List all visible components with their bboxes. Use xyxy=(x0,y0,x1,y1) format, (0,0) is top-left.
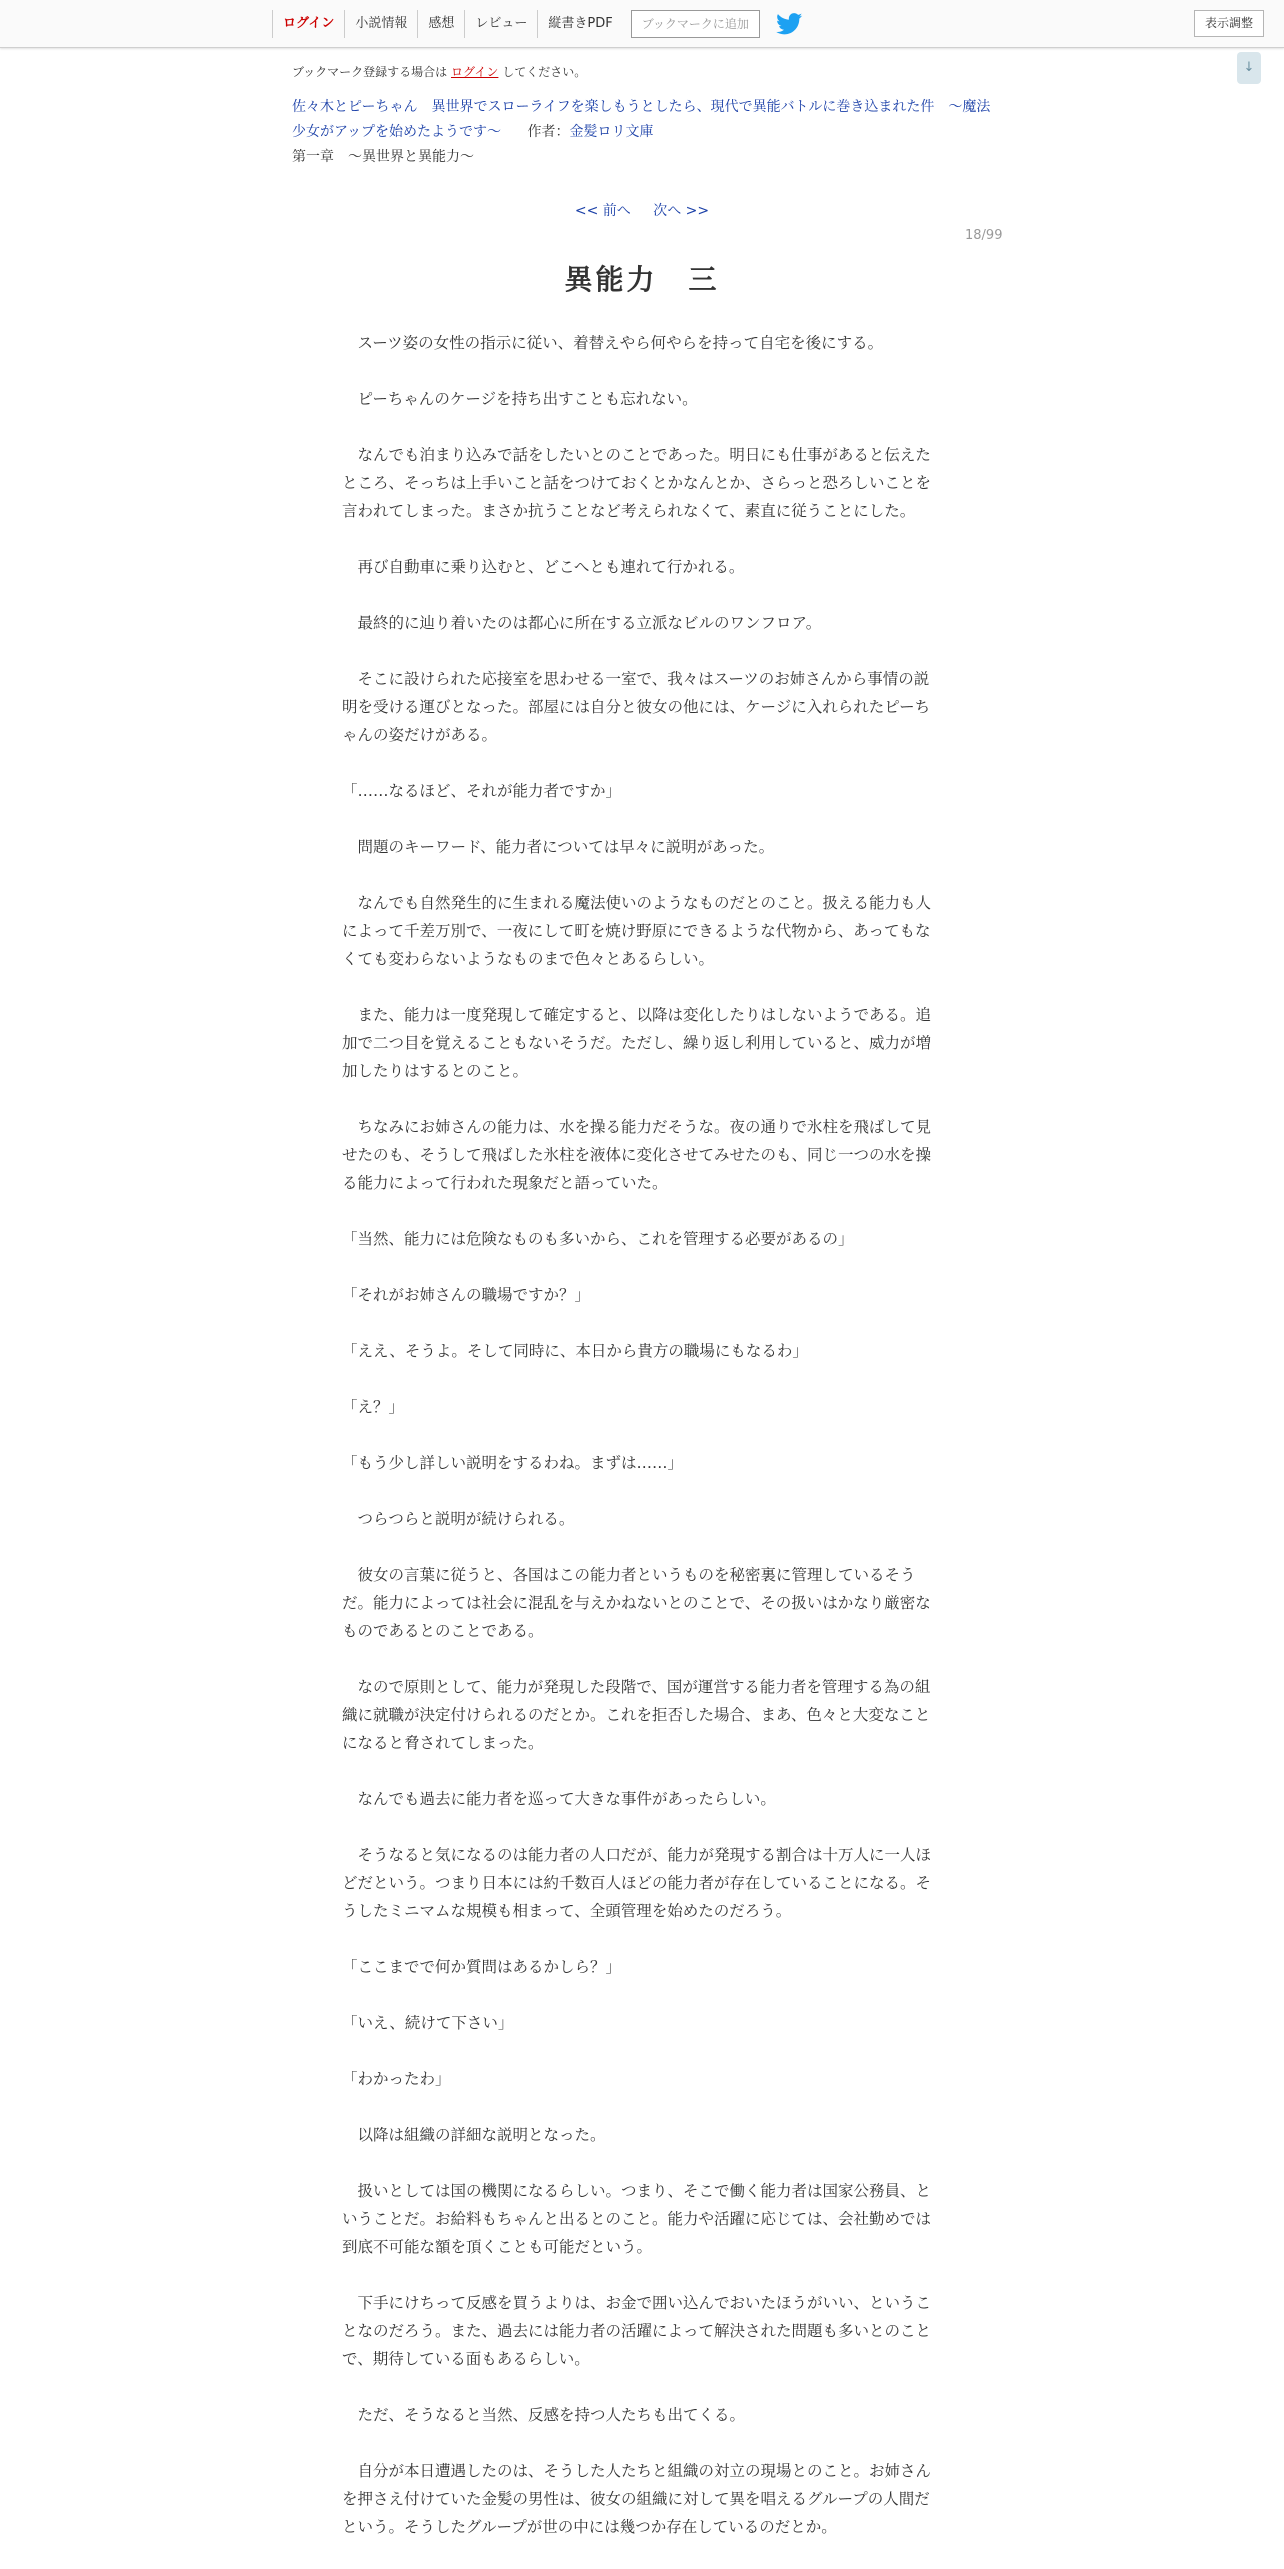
body-paragraph: 以降は組織の詳細な説明となった。 xyxy=(342,2126,606,2144)
chapter-title: 第一章 ～異世界と異能力～ xyxy=(292,149,474,165)
body-paragraph: スーツ姿の女性の指示に従い、着替えやら何やらを持って自宅を後にする。 xyxy=(342,334,884,352)
prev-page-link[interactable]: << 前へ xyxy=(574,203,631,219)
body-paragraph: 問題のキーワード、能力者については早々に説明があった。 xyxy=(342,838,775,856)
bookmark-add-button[interactable]: ブックマークに追加 xyxy=(631,10,760,38)
body-paragraph: そこに設けられた応接室を思わせる一室で、我々はスーツのお姉さんから事情の説明を受ける運びとなった。部屋には自分と彼女の他には、ケージに入れられたピーちゃんの姿だけがある。 xyxy=(342,670,931,744)
body-paragraph: なんでも過去に能力者を巡って大きな事件があったらしい。 xyxy=(342,1790,776,1808)
body-paragraph: つらつらと説明が続けられる。 xyxy=(342,1510,575,1528)
next-page-link[interactable]: 次へ >> xyxy=(653,203,710,219)
episode-title: 異能力 三 xyxy=(564,263,720,296)
body-paragraph: ちなみにお姉さんの能力は、水を操る能力だそうな。夜の通りで氷柱を飛ばして見せたのも、そうして飛ばした氷柱を液体に変化させてみせたのも、同じ一つの水を操る能力によって行われた現象だと語っていた。 xyxy=(342,1118,932,1192)
body-paragraph: 彼女の言葉に従うと、各国はこの能力者というものを秘密裏に管理しているそうだ。能力によっては社会に混乱を与えかねないとのことで、その扱いはかなり厳密なものであるとのことである。 xyxy=(342,1566,931,1640)
body-paragraph: 「いえ、続けて下さい」 xyxy=(342,2014,514,2032)
body-paragraph: 「え？」 xyxy=(342,1398,405,1416)
author-label: 作者： xyxy=(527,124,570,140)
novel-info xyxy=(292,95,997,170)
nav-login-link[interactable]: ログイン xyxy=(272,10,344,38)
nav-impressions-link[interactable]: 感想 xyxy=(417,10,464,38)
arrow-down-icon: ↓ xyxy=(1243,60,1255,75)
body-paragraph: 「もう少し詳しい説明をするわね。まずは……」 xyxy=(342,1454,684,1472)
notice-login-link[interactable]: ログイン xyxy=(451,65,499,79)
body-paragraph: ピーちゃんのケージを持ち出すことも忘れない。 xyxy=(342,390,698,408)
scroll-down-button[interactable] xyxy=(1237,52,1261,84)
page-count: 18/99 xyxy=(965,228,1003,243)
novel-title-link[interactable]: 佐々木とピーちゃん 異世界でスローライフを楽しもうとしたら、現代で異能バトルに巻き込まれた件 ～魔法少女がアップを始めたようです～ xyxy=(292,99,991,140)
body-paragraph: 自分が本日遭遇したのは、そうした人たちと組織の対立の現場とのこと。お姉さんを押さえ付けていた金髪の男性は、彼女の組織に対して異を唱えるグループの人間だという。そうしたグループが世の中には幾つか存在しているのだとか。 xyxy=(342,2462,932,2536)
body-paragraph: 下手にけちって反感を買うよりは、お金で囲い込んでおいたほうがいい、ということなのだろう。また、過去には能力者の活躍によって解決された問題も多いとのことで、期待している面もあるらしい。 xyxy=(342,2294,932,2368)
nav-novel-info-link[interactable]: 小説情報 xyxy=(344,10,417,38)
body-paragraph: 「ええ、そうよ。そして同時に、本日から貴方の職場にもなるわ」 xyxy=(342,1342,808,1360)
author-link[interactable]: 金髪ロリ文庫 xyxy=(569,124,654,140)
body-paragraph: ただ、そうなると当然、反感を持つ人たちも出てくる。 xyxy=(342,2406,746,2424)
nav-vertical-pdf-link[interactable]: 縦書きPDF xyxy=(537,10,622,38)
body-paragraph: また、能力は一度発現して確定すると、以降は変化したりはしないようである。追加で二つ目を覚えることもないそうだ。ただし、繰り返し利用していると、威力が増加したりはするとのこと。 xyxy=(342,1006,932,1080)
novel-body xyxy=(342,329,934,2569)
body-paragraph: 扱いとしては国の機関になるらしい。つまり、そこで働く能力者は国家公務員、ということだ。お給料もちゃんと出るとのこと。能力や活躍に応じては、会社勤めでは到底不可能な額を頂くことも可能だという。 xyxy=(342,2182,932,2256)
body-paragraph: 「わかったわ」 xyxy=(342,2070,451,2088)
body-paragraph: なんでも自然発生的に生まれる魔法使いのようなものだとのこと。扱える能力も人によって千差万別で、一夜にして町を焼け野原にできるような代物から、あってもなくても変わらないようなものまで色々とあるらしい。 xyxy=(342,894,932,968)
global-nav xyxy=(272,7,803,40)
body-paragraph: なので原則として、能力が発現した段階で、国が運営する能力者を管理する為の組織に就職が決定付けられるのだとか。これを拒否した場合、まあ、色々と大変なことになると脅されてしまった。 xyxy=(342,1678,931,1752)
body-paragraph: 再び自動車に乗り込むと、どこへとも連れて行かれる。 xyxy=(342,558,745,576)
nav-review-link[interactable]: レビュー xyxy=(464,10,537,38)
body-paragraph: 「当然、能力には危険なものも多いから、これを管理する必要があるの」 xyxy=(342,1230,854,1248)
body-paragraph: そうなると気になるのは能力者の人口だが、能力が発現する割合は十万人に一人ほどだという。つまり日本には約千数百人ほどの能力者が存在していることになる。そうしたミニマムな規模も相まって、全頭管理を始めたのだろう。 xyxy=(342,1846,932,1920)
body-paragraph: なんでも泊まり込みで話をしたいとのことであった。明日にも仕事があると伝えたところ、そっちは上手いこと話をつけておくとかなんとか、さらっと恐ろしいことを言われてしまった。まさか抗うことなど考えられなくて、素直に従うことにした。 xyxy=(342,446,932,520)
body-paragraph: 「それがお姉さんの職場ですか？」 xyxy=(342,1286,591,1304)
notice-prefix: ブックマーク登録する場合は xyxy=(292,65,448,79)
body-paragraph: 「……なるほど、それが能力者ですか」 xyxy=(342,782,622,800)
top-header-bar xyxy=(0,0,1284,48)
notice-suffix: してください。 xyxy=(502,65,587,79)
pager xyxy=(0,200,1284,220)
body-paragraph: 最終的に辿り着いたのは都心に所在する立派なビルのワンフロア。 xyxy=(342,614,822,632)
bookmark-login-notice xyxy=(292,63,586,80)
display-settings-button[interactable]: 表示調整 xyxy=(1194,10,1264,37)
twitter-bird-icon[interactable] xyxy=(776,13,803,35)
body-paragraph: 「ここまでで何か質問はあるかしら？」 xyxy=(342,1958,622,1976)
